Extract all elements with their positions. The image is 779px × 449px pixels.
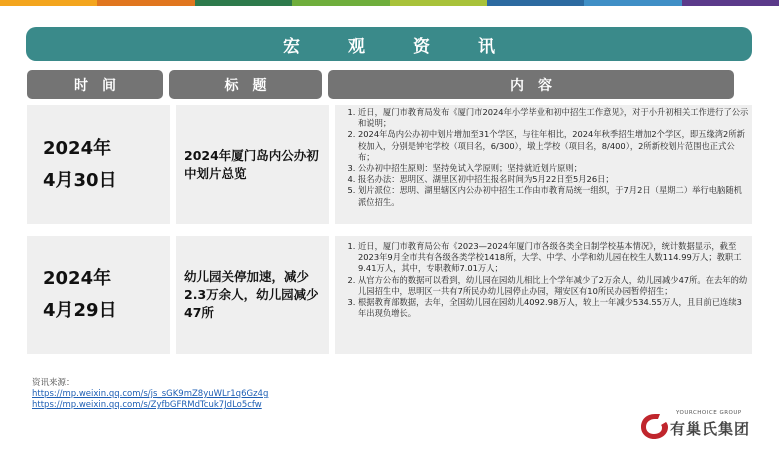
header-content: 内容 <box>328 70 734 99</box>
source-link-1[interactable]: https://mp.weixin.qq.com/s/js_sGK9mZ8yuWLr1q6Gz4g <box>32 389 269 399</box>
top-color-stripe <box>0 0 779 6</box>
list-item: 3. 公办初中招生原则：坚持免试入学原则；坚持就近划片原则； <box>358 163 749 174</box>
row-1-date <box>27 105 170 224</box>
header-title: 标题 <box>169 70 322 99</box>
list-item: 3. 根据教育部数据，去年，全国幼儿园在园幼儿4092.98万人，较上一年减少534.55万人，且目前已连续3年出现负增长。 <box>358 297 749 319</box>
row-2-date-year: 2024年 <box>43 268 112 289</box>
list-item: 4. 报名办法：思明区、湖里区初中招生报名时间为5月22日至5月26日； <box>358 174 749 185</box>
page-title: 宏观资讯 <box>283 36 543 57</box>
row-2-date <box>27 236 170 354</box>
row-2-title-text: 幼儿园关停加速，减少2.3万余人，幼儿园减少47所 <box>184 269 319 320</box>
row-2-content <box>343 241 749 351</box>
row-1-date-year: 2024年 <box>43 137 112 159</box>
row-2-title <box>176 236 329 354</box>
stripe-segment <box>292 0 389 6</box>
list-item: 1. 近日，厦门市教育局发布《厦门市2024年小学毕业和初中招生工作意见》，对于小升初相关工作进行了公示和说明； <box>358 107 749 129</box>
logo-mark-icon <box>640 412 670 440</box>
list-item: 2. 从官方公布的数据可以看到，幼儿园在园幼儿相比上个学年减少了2万余人，幼儿园减少47所。在去年的幼儿园招生中，思明区一共有7所民办幼儿园停止办园，翔安区有10所民办园暂停招生； <box>358 275 749 297</box>
logo-chinese: 有巢氏集团 <box>670 420 751 438</box>
stripe-segment <box>487 0 584 6</box>
row-1-content-list <box>343 107 749 208</box>
row-1-title <box>176 105 329 224</box>
source-section <box>32 378 268 411</box>
list-item: 2. 2024年岛内公办初中划片增加至31个学区，与往年相比，2024年秋季招生增加2个学区，即五缘湾2所新校加入，分别是钟宅学校（项目名，6/300），墩上学校（项目名，8/400），2所新校划片范围也正式公布； <box>358 129 749 163</box>
list-item: 5. 划片派位：思明、湖里辖区内公办初中招生工作由市教育局统一组织，于7月2日（星期二）举行电脑随机派位招生。 <box>358 185 749 207</box>
row-1-date-day: 4月30日 <box>43 169 117 191</box>
company-logo <box>640 410 779 440</box>
source-label: 资讯来源： <box>32 378 75 388</box>
row-2-content-list <box>343 241 749 319</box>
stripe-segment <box>97 0 194 6</box>
stripe-segment <box>390 0 487 6</box>
source-link-2[interactable]: https://mp.weixin.qq.com/s/ZyfbGFRMdTcuk7JdLo5cfw <box>32 400 262 410</box>
stripe-segment <box>195 0 292 6</box>
stripe-segment <box>682 0 779 6</box>
logo-english: YOURCHOICE GROUP <box>676 410 742 416</box>
stripe-segment <box>584 0 681 6</box>
list-item: 1. 近日，厦门市教育局公布《2023—2024年厦门市各级各类全日制学校基本情况》，统计数据显示，截至2023年9月全市共有各级各类学校1418所，大学、中学、小学和幼儿园在校生人数114.99万人；教职工9.41万人，其中，专职教师7.01万人； <box>358 241 749 275</box>
header-time: 时间 <box>27 70 163 99</box>
row-2-date-day: 4月29日 <box>43 300 117 321</box>
stripe-segment <box>0 0 97 6</box>
row-1-title-text: 2024年厦门岛内公办初中划片总览 <box>184 147 319 181</box>
title-bar <box>26 27 752 61</box>
row-1-content <box>343 107 749 222</box>
